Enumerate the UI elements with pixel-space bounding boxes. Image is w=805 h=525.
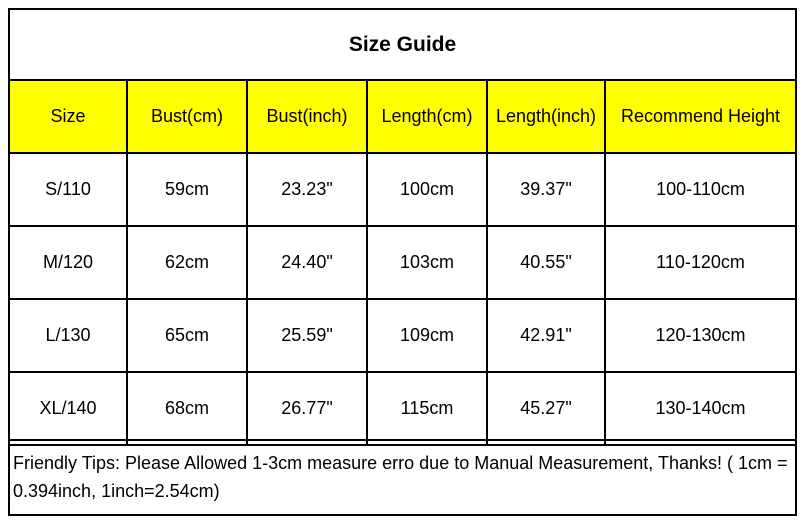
table-row <box>10 372 795 445</box>
cell-bust-inch: 25.59" <box>247 299 367 372</box>
table-header-row <box>10 81 795 153</box>
cell-length-cm: 100cm <box>367 153 487 226</box>
cell-bust-inch: 24.40" <box>247 226 367 299</box>
table-row <box>10 299 795 372</box>
cell-bust-cm: 62cm <box>127 226 247 299</box>
cell-size: M/120 <box>10 226 127 299</box>
cell-bust-inch: 26.77" <box>247 372 367 445</box>
header-length-cm: Length(cm) <box>367 81 487 153</box>
cell-length-cm: 109cm <box>367 299 487 372</box>
cell-size: L/130 <box>10 299 127 372</box>
table-row <box>10 153 795 226</box>
cell-bust-inch: 23.23" <box>247 153 367 226</box>
header-length-inch: Length(inch) <box>487 81 605 153</box>
cell-recommend-height: 110-120cm <box>605 226 795 299</box>
header-size: Size <box>10 81 127 153</box>
header-bust-inch: Bust(inch) <box>247 81 367 153</box>
size-table <box>10 81 795 446</box>
cell-length-inch: 40.55" <box>487 226 605 299</box>
cell-recommend-height: 130-140cm <box>605 372 795 445</box>
cell-length-inch: 42.91" <box>487 299 605 372</box>
cell-recommend-height: 100-110cm <box>605 153 795 226</box>
size-guide <box>8 8 797 516</box>
cell-bust-cm: 65cm <box>127 299 247 372</box>
cell-length-cm: 103cm <box>367 226 487 299</box>
page-title: Size Guide <box>10 10 795 81</box>
cell-length-inch: 39.37" <box>487 153 605 226</box>
cell-bust-cm: 59cm <box>127 153 247 226</box>
cell-length-cm: 115cm <box>367 372 487 445</box>
header-bust-cm: Bust(cm) <box>127 81 247 153</box>
cell-size: XL/140 <box>10 372 127 445</box>
table-row <box>10 226 795 299</box>
cell-bust-cm: 68cm <box>127 372 247 445</box>
friendly-tips: Friendly Tips: Please Allowed 1-3cm measure erro due to Manual Measurement, Thanks! ( 1cm = 0.394inch, 1inch=2.54cm) <box>10 439 795 514</box>
header-recommend-height: Recommend Height <box>605 81 795 153</box>
cell-size: S/110 <box>10 153 127 226</box>
cell-length-inch: 45.27" <box>487 372 605 445</box>
cell-recommend-height: 120-130cm <box>605 299 795 372</box>
